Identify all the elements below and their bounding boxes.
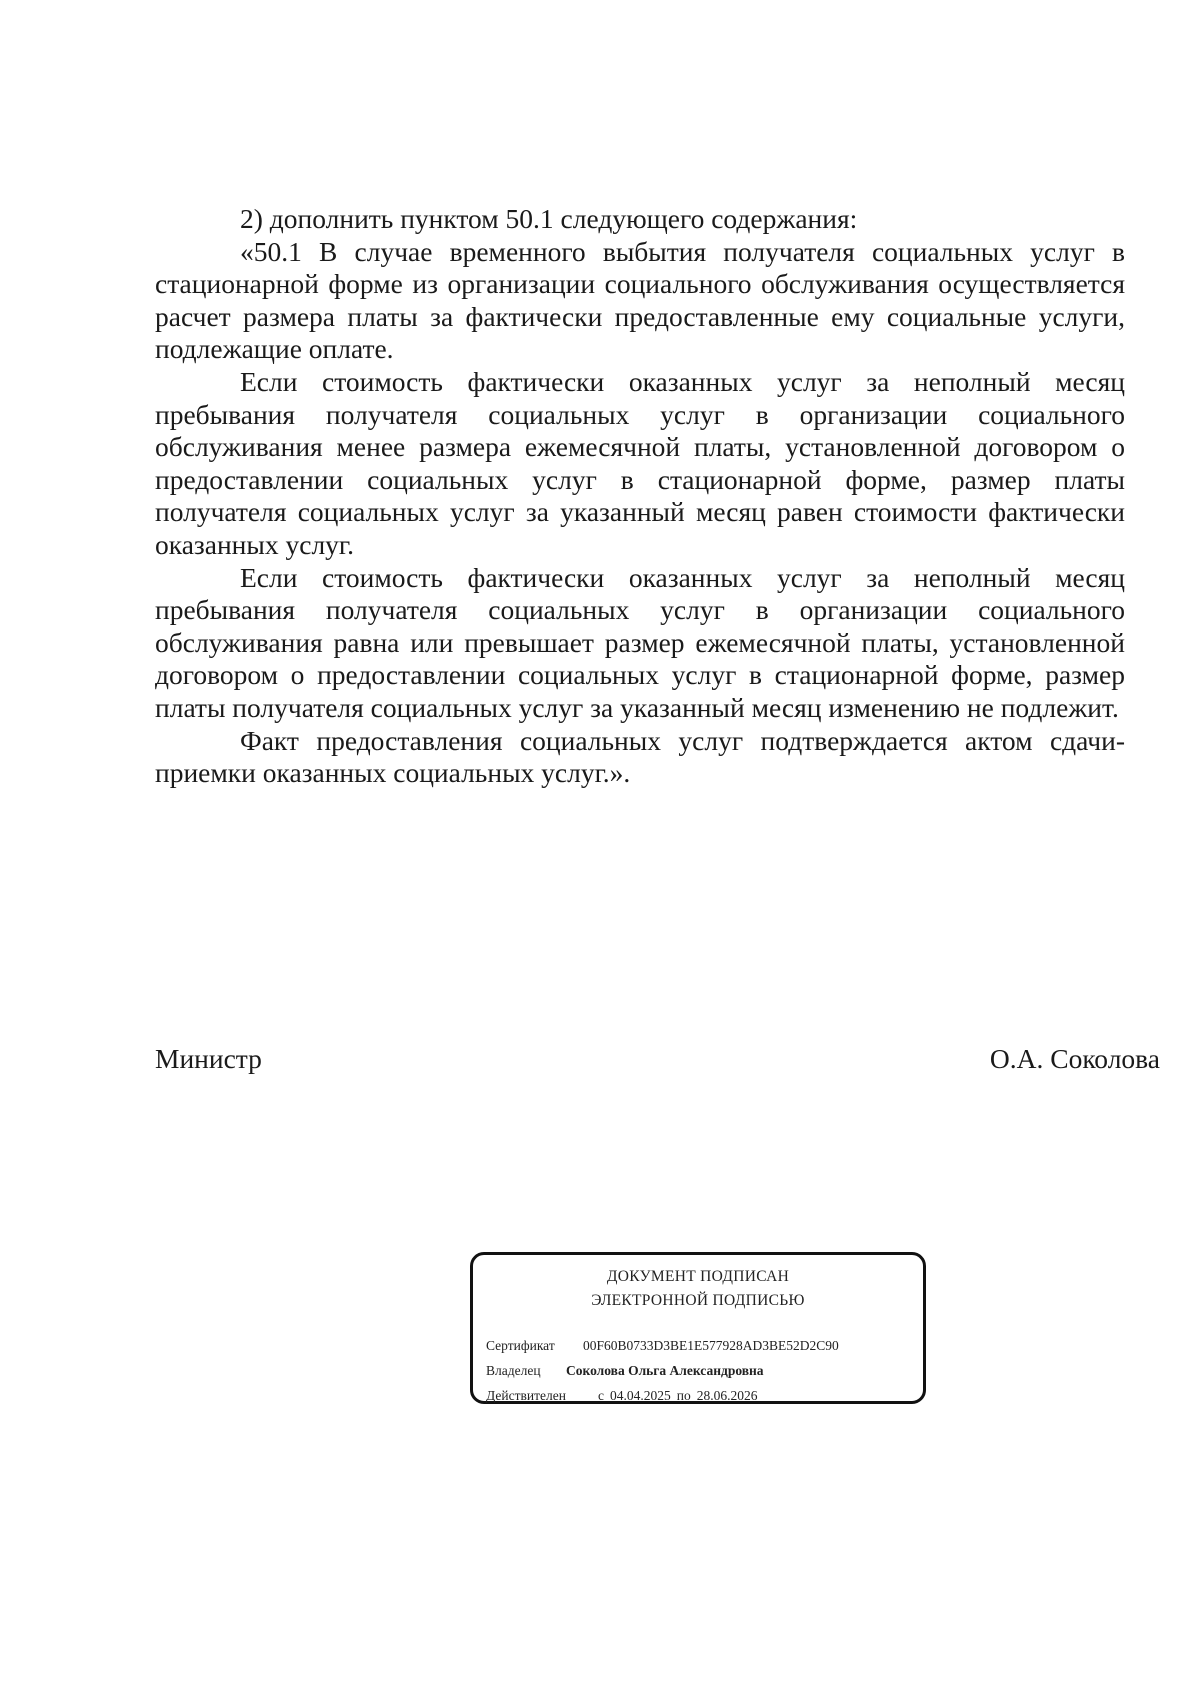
paragraph-cost-less: Если стоимость фактически оказанных услуг за неполный месяц пребывания получателя социальных услуг в организации социального обслуживания менее размера ежемесячной платы, установленной договором о предоставлении социальных услуг в стационарной форме, размер платы получателя социальных услуг за указанный месяц равен стоимости фактически оказанных услуг. (155, 365, 1125, 560)
validity-value (598, 1388, 763, 1404)
paragraph-amendment-intro: 2) дополнить пунктом 50.1 следующего содержания: (240, 203, 858, 234)
stamp-certificate-row (486, 1338, 839, 1354)
signatory-name: О.А. Соколова (989, 1043, 1160, 1074)
valid-from-prefix: с (598, 1388, 604, 1403)
certificate-value: 00F60B0733D3BE1E577928AD3BE52D2C90 (583, 1338, 839, 1353)
stamp-validity-row (486, 1388, 763, 1404)
paragraph-clause-50-1: «50.1 В случае временного выбытия получателя социальных услуг в стационарной форме из организации социального обслуживания осуществляется расчет размера платы за фактически предоставленные ему социальные услуги, подлежащие оплате. (155, 235, 1125, 365)
electronic-signature-stamp (470, 1252, 926, 1404)
signatory-position: Министр (155, 1043, 262, 1074)
owner-label: Владелец (486, 1363, 541, 1378)
stamp-title-line-2: ЭЛЕКТРОННОЙ ПОДПИСЬЮ (591, 1292, 805, 1309)
valid-to-date: 28.06.2026 (696, 1388, 758, 1403)
certificate-label: Сертификат (486, 1338, 555, 1353)
stamp-owner-row (486, 1363, 764, 1379)
paragraph-cost-equal-or-more: Если стоимость фактически оказанных услуг за неполный месяц пребывания получателя социальных услуг в организации социального обслуживания равна или превышает размер ежемесячной платы, установленной договором о предоставлении социальных услуг в стационарной форме, размер платы получателя социальных услуг за указанный месяц изменению не подлежит. (155, 561, 1125, 723)
paragraph-act-confirmation: Факт предоставления социальных услуг подтверждается актом сдачи-приемки оказанных социальных услуг.». (155, 724, 1125, 789)
stamp-title-line-1: ДОКУМЕНТ ПОДПИСАН (606, 1268, 790, 1285)
valid-to-prefix: по (676, 1388, 691, 1403)
validity-label: Действителен (486, 1388, 566, 1403)
valid-from-date: 04.04.2025 (610, 1388, 671, 1403)
document-body (155, 203, 1125, 790)
owner-value: Соколова Ольга Александровна (566, 1363, 764, 1378)
